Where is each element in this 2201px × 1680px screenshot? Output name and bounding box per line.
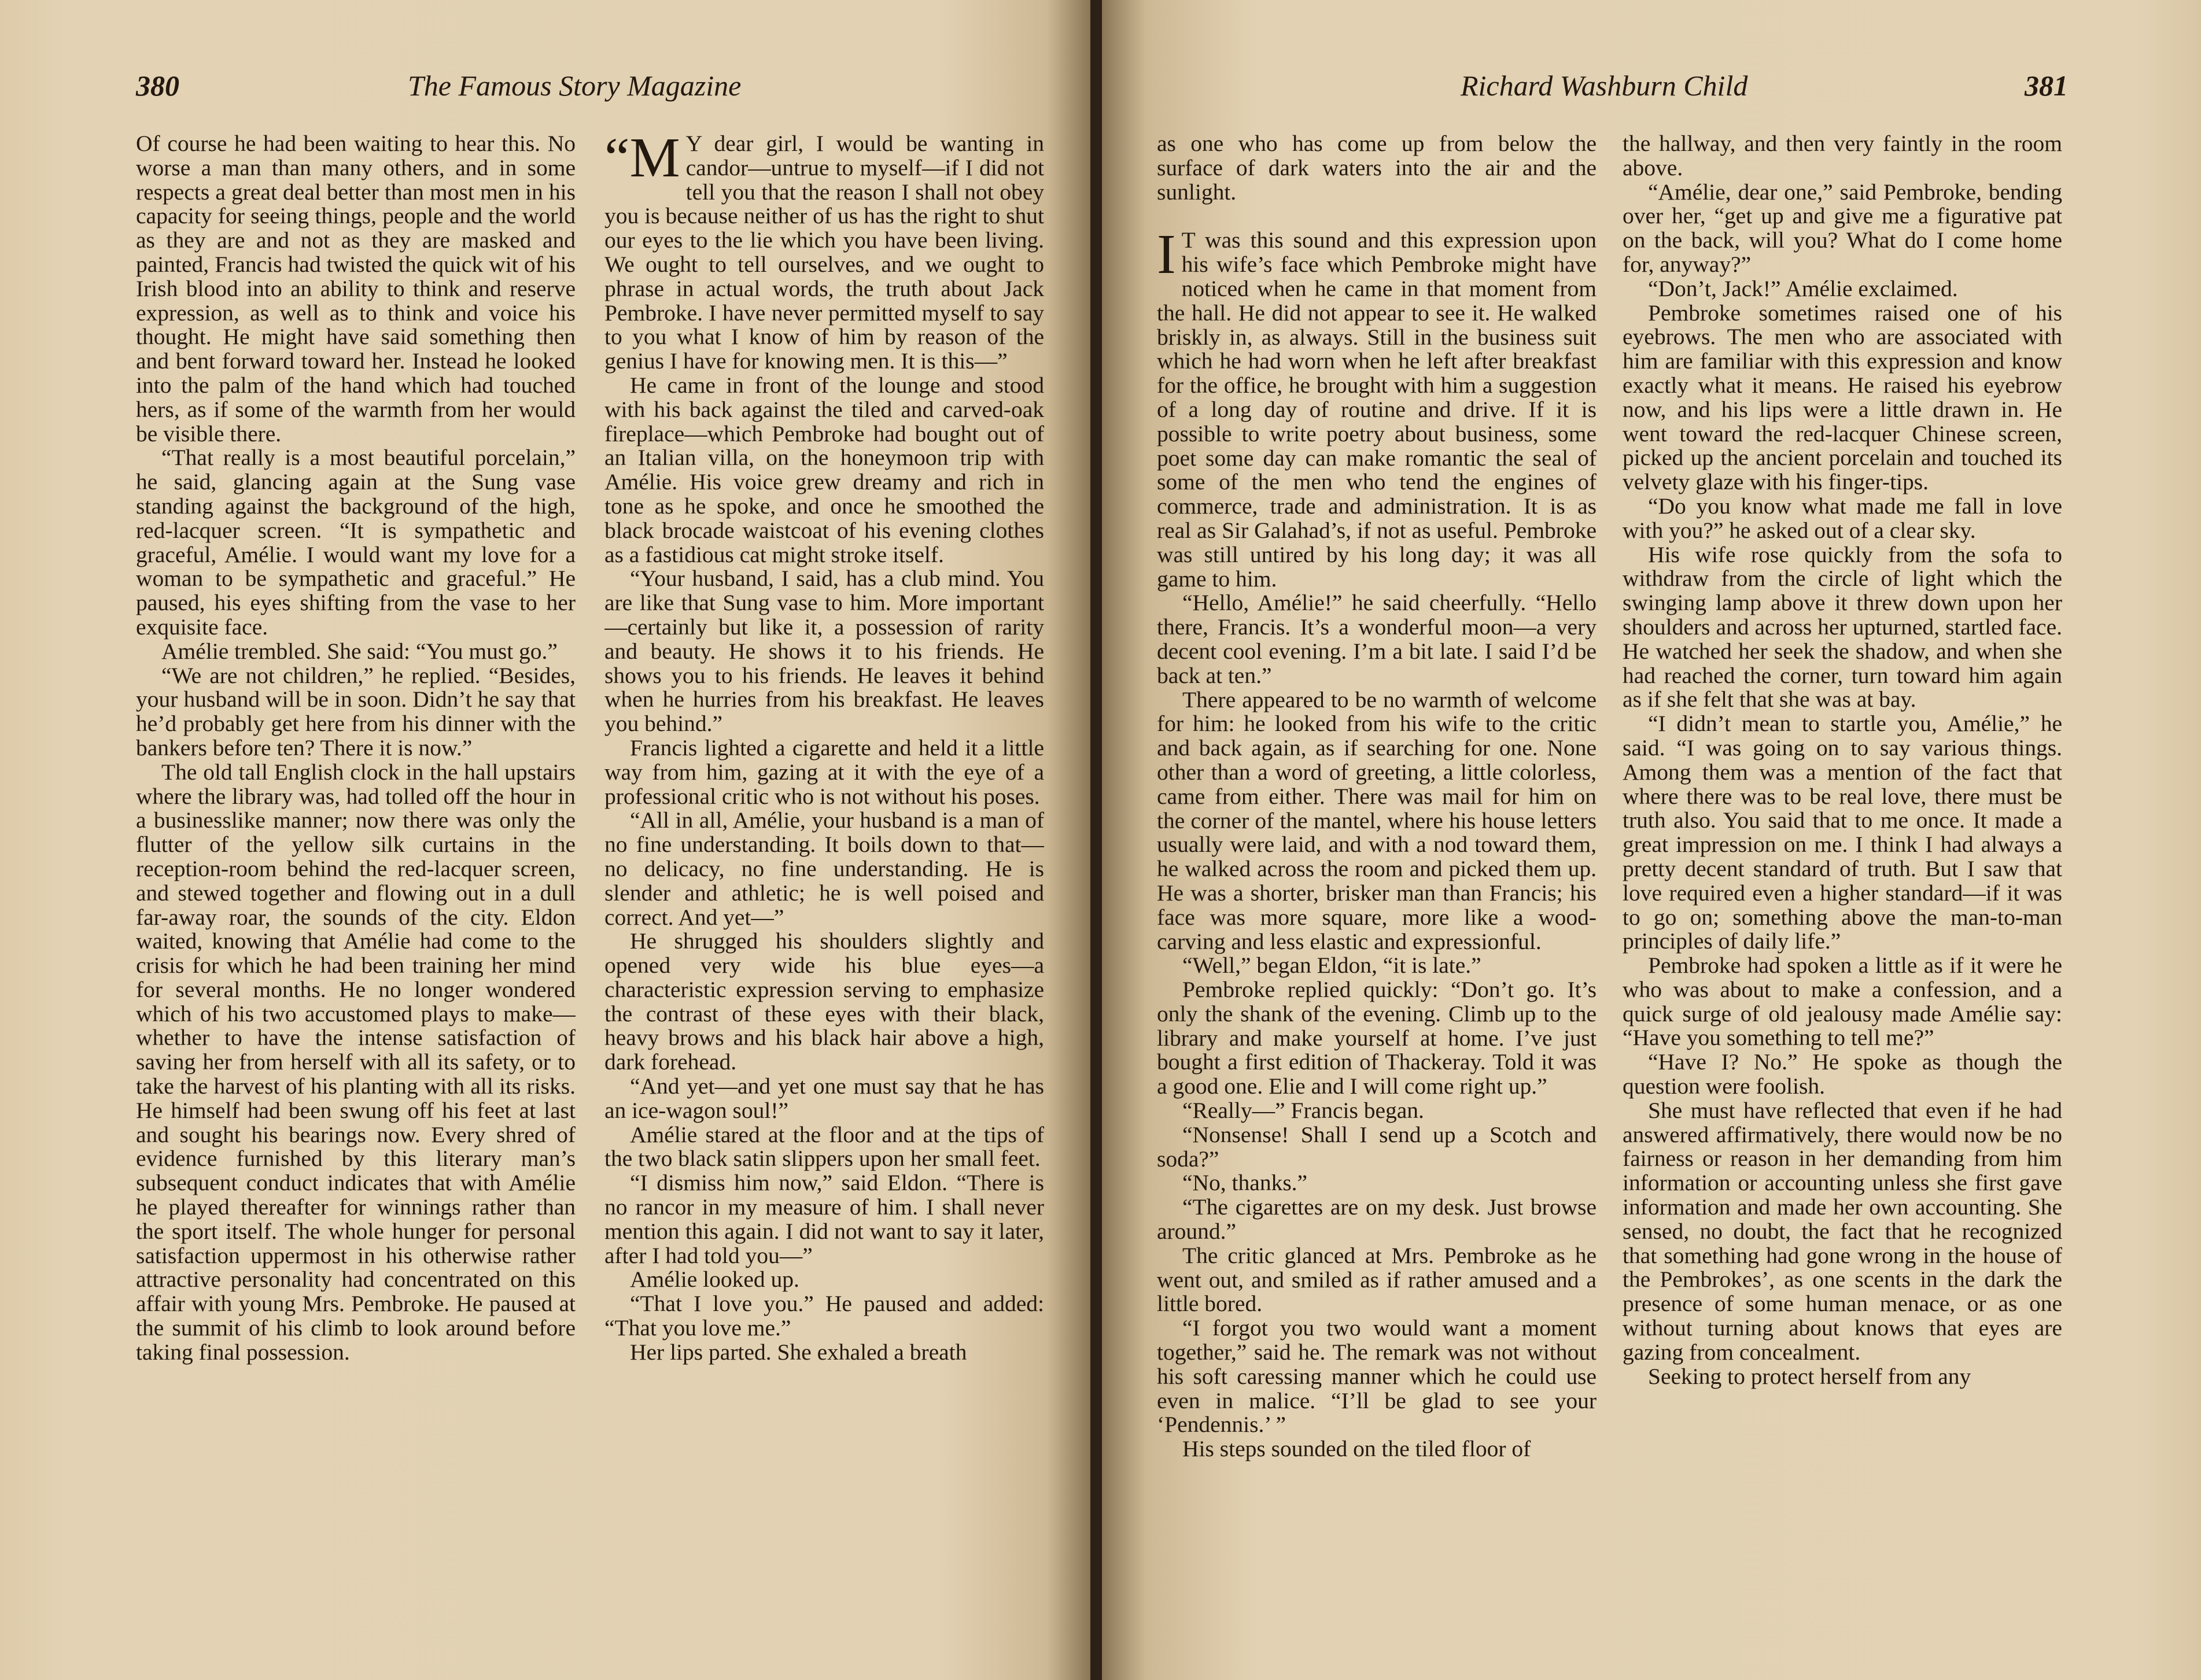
paragraph: “Well,” began Eldon, “it is late.”	[1182, 952, 1481, 979]
paragraph: Her lips parted. She exhaled a breath	[630, 1339, 967, 1365]
paragraph: He came in front of the lounge and stood with his back against the tiled and carved-oak fireplace—which Pembroke had bought out of an Italian villa, on the honeymoon trip with Amélie. His voice grew dreamy and rich in tone as he spoke, and once he smoothed the black brocade waistcoat of his evening clothes as a fastidious cat might stroke itself.	[604, 372, 1044, 567]
column-2	[604, 132, 1044, 1595]
left-page	[0, 0, 1090, 1680]
paragraph: Amélie trembled. She said: “You must go.”	[161, 638, 558, 664]
paragraph: His wife rose quickly from the sofa to withdraw from the circle of light which the swinging lamp above it threw down upon her shoulders and across her upturned, startled face. He watched her seek the shadow, and when she had reached the corner, turn toward him again as if she felt that she was at bay.	[1623, 541, 2062, 712]
paragraph: She must have reflected that even if he had answered affirmatively, there would now be no fairness or reason in her demanding from him information or accounting unless she first gave information and made her own accounting. She sensed, no doubt, the fact that he recognized that something had gone wrong in the house of the Pembrokes’, as one scents in the dark the presence of some human menace, or as one without turning about knows that eyes are gazing from concealment.	[1623, 1097, 2062, 1365]
paragraph: “No, thanks.”	[1182, 1170, 1308, 1196]
paragraph: Amélie stared at the floor and at the tips of the two black satin slippers upon her small feet.	[604, 1121, 1044, 1172]
paragraph: Pembroke sometimes raised one of his eyebrows. The men who are associated with him are familiar with this expression and know exactly what it means. He raised his eyebrow now, and his lips were a little drawn in. He went toward the red-lacquer Chinese screen, picked up the ancient porcelain and touched its velvety glaze with his finger-tips.	[1623, 300, 2062, 495]
paragraph: Amélie looked up.	[630, 1267, 799, 1293]
paragraph: “And yet—and yet one must say that he has an ice-wagon soul!”	[604, 1073, 1044, 1123]
paragraph: “The cigarettes are on my desk. Just browse around.”	[1157, 1194, 1597, 1245]
paragraph: Pembroke replied quickly: “Don’t go. It’s only the shank of the evening. Climb up to the library and make yourself at home. I’ve just bought a first edition of Thackeray. Told it was a good one. Elie and I will come right up.”	[1157, 977, 1597, 1099]
running-head-right: Richard Washburn Child	[1461, 69, 1748, 102]
section-opening-paragraph: “M Y dear girl, I would be wanting in candor—untrue to myself—if I did not tell you that the reason I shall not obey you is because neither of us has the right to shut our eyes to the lie which you have been living. We ought to tell ourselves, and we ought to phrase in actual words, the truth about Jack Pembroke. I have never permitted myself to say to you what I know of him by reason of the genius I have for knowing men. It is this—”	[604, 132, 1044, 374]
column-4	[1623, 132, 2062, 1595]
page-number-left: 380	[136, 69, 179, 102]
column-1	[136, 132, 576, 1595]
paragraph: Seeking to protect herself from any	[1648, 1363, 1971, 1389]
drop-cap: “M	[604, 132, 680, 189]
right-page	[1102, 0, 2201, 1680]
paragraph: Pembroke had spoken a little as if it were he who was about to make a confession, and a quick surge of old jealousy made Amélie say: “Have you something to tell me?”	[1623, 952, 2062, 1051]
paragraph: There appeared to be no warmth of welcome for him: he looked from his wife to the critic and back again, as if searching for one. None other than a word of greeting, a little colorless, came from either. There was mail for him on the corner of the mantel, where his house letters usually were laid, and with a nod toward them, he walked across the room and picked them up. He was a shorter, brisker man than Francis; his face was more square, more like a wood-carving and less elastic and expressionful.	[1157, 686, 1597, 954]
paragraph: “Have I? No.” He spoke as though the question were foolish.	[1623, 1049, 2062, 1099]
paragraph: Of course he had been waiting to hear this. No worse a man than many others, and in some respects a great deal better than most men in his capacity for seeing things, people and the world as they are and not as they are masked and painted, Francis had twisted the quick wit of his Irish blood into an ability to think and reserve expression, as well as to think and voice his thought. He might have said something then and bent forward toward her. Instead he looked into the palm of the hand which had touched hers, as if some of the warmth from her would be visible there.	[136, 132, 576, 446]
column-3	[1157, 132, 1597, 1595]
paragraph: He shrugged his shoulders slightly and opened very wide his blue eyes—a characteristic expression serving to emphasize the contrast of these eyes with their black, heavy brows and his black hair above a high, dark forehead.	[604, 928, 1044, 1075]
drop-cap: I	[1157, 223, 1176, 286]
paragraph: “I didn’t mean to startle you, Amélie,” he said. “I was going on to say various things. Among them was a mention of the fact that where there was to be real love, there must be truth also. You said that to me once. It made a great impression on me. I think I had always a pretty decent standard of truth. But I saw that love required even a higher standard—if it was to go on; something above the man-to-man principles of daily life.”	[1623, 711, 2062, 954]
paragraph: “Amélie, dear one,” said Pembroke, bending over her, “get up and give me a figurative pat on the back, will you? What do I come home for, anyway?”	[1623, 179, 2062, 277]
section-opening-paragraph: I T was this sound and this expression upon his wife’s face which Pembroke might have noticed when he came in that moment from the hall. He did not appear to see it. He walked briskly in, as always. Still in the business suit which he had worn when he left after breakfast for the office, he brought with him a suggestion of a long day of routine and drive. If it is possible to write poetry about business, some poet some day can make romantic the seal of some of the men who tend the engines of commerce, trade and administration. It is as real as Sir Galahad’s, if not as useful. Pembroke was still untired by his long day; it was all game to him.	[1157, 223, 1597, 592]
paragraph: The old tall English clock in the hall upstairs where the library was, had tolled off the hour in a businesslike manner; now there was only the flutter of the yellow silk curtains in the reception-room behind the red-lacquer screen, and stewed together and flowing out in a dull far-away roar, the sounds of the city. Eldon waited, knowing that Amélie had come to the crisis for which he had been training her mind for several months. He no longer wondered which of his two accustomed plays to make—whether to have the intense satisfaction of saving her from herself with all its safety, or to take the harvest of his planting with all its risks. He himself had been swung off his feet at last and sought his bearings now. Every shred of evidence furnished by this literary man’s subsequent conduct indicates that with Amélie he played thereafter for winnings rather than the sport itself. The whole hunger for personal satisfaction uppermost in his otherwise rather attractive personality had concentrated on this affair with young Mrs. Pembroke. He paused at the summit of his climb to look around before taking final possession.	[136, 759, 576, 1365]
paragraph: “All in all, Amélie, your husband is a man of no fine understanding. It boils down to that—no delicacy, no fine understanding. He is slender and athletic; he is well poised and correct. And yet—”	[604, 807, 1044, 930]
page-number-right: 381	[2025, 69, 2068, 102]
paragraph: “Really—” Francis began.	[1182, 1098, 1424, 1124]
paragraph: “Do you know what made me fall in love with you?” he asked out of a clear sky.	[1623, 493, 2062, 543]
paragraph: “I dismiss him now,” said Eldon. “There is no rancor in my measure of him. I shall never mention this again. I did not want to say it later, after I had told you—”	[604, 1170, 1044, 1268]
paragraph: as one who has come up from below the surface of dark waters into the air and the sunlight.	[1157, 132, 1597, 205]
paragraph: “That I love you.” He paused and added: “That you love me.”	[604, 1291, 1044, 1341]
paragraph: “That really is a most beautiful porcelain,” he said, glancing again at the Sung vase standing against the background of the high, red-lacquer screen. “It is sympathetic and graceful, Amélie. I would want my love for a woman to be sympathetic and graceful.” He paused, his eyes shifting from the vase to her exquisite face.	[136, 445, 576, 640]
paragraph: “I forgot you two would want a moment together,” said he. The remark was not without his soft caressing manner which he could use even in malice. “I’ll be glad to see your ‘Pendennis.’ ”	[1157, 1315, 1597, 1438]
paragraph: “Your husband, I said, has a club mind. You are like that Sung vase to him. More important—certainly but like it, a possession of rarity and beauty. He shows it to his friends. He shows you to his friends. He leaves it behind when he hurries from his breakfast. He leaves you behind.”	[604, 566, 1044, 737]
paragraph: “Nonsense! Shall I send up a Scotch and soda?”	[1157, 1121, 1597, 1172]
running-head-left: The Famous Story Magazine	[408, 69, 742, 102]
paragraph: “Hello, Amélie!” he said cheerfully. “Hello there, Francis. It’s a wonderful moon—a very decent cool evening. I’m a bit late. I said I’d be back at ten.”	[1157, 590, 1597, 688]
paragraph: “Don’t, Jack!” Amélie exclaimed.	[1648, 275, 1958, 301]
paragraph: “We are not children,” he replied. “Besides, your husband will be in soon. Didn’t he say that he’d probably get here from his dinner with the bankers before ten? There it is now.”	[136, 662, 576, 760]
paragraph: His steps sounded on the tiled floor of	[1182, 1436, 1531, 1462]
paragraph: the hallway, and then very faintly in the room above.	[1623, 132, 2062, 180]
paragraph: The critic glanced at Mrs. Pembroke as he went out, and smiled as if rather amused and a little bored.	[1157, 1242, 1597, 1317]
paragraph: Francis lighted a cigarette and held it a little way from him, gazing at it with the eye of a professional critic who is not without his poses.	[604, 734, 1044, 809]
